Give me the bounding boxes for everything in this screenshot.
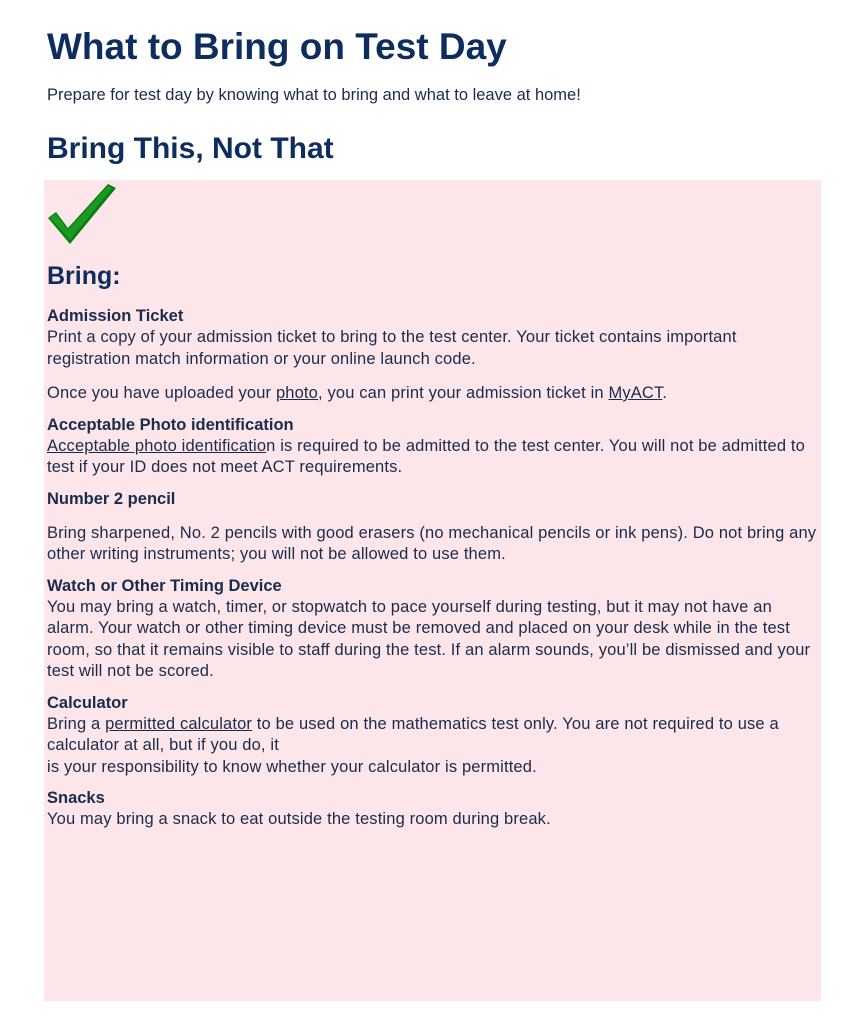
section-title: Bring This, Not That	[47, 132, 334, 165]
text-fragment: , you can print your admission ticket in	[318, 384, 609, 402]
list-item-admission-ticket	[47, 306, 819, 405]
page-title: What to Bring on Test Day	[47, 26, 507, 67]
myact-link[interactable]: MyACT	[608, 384, 663, 402]
list-item-calculator	[47, 693, 819, 779]
text-fragment: .	[662, 384, 668, 402]
list-item-photo-id	[47, 415, 819, 479]
spacer	[47, 510, 819, 523]
item-title: Snacks	[47, 789, 105, 807]
permitted-calculator-link[interactable]: permitted calculator	[105, 714, 253, 733]
item-text: You may bring a watch, timer, or stopwatch to pace yourself during testing, but it may not have an alarm. Your watch or other timing device must be removed and placed on your desk while in the test room, so that it remains visible to staff during the test. If an alarm sounds, you’ll be dismissed and your test will not be scored.	[47, 597, 811, 680]
item-text: Print a copy of your admission ticket to bring to the test center. Your ticket contains important registration match information or your online launch code.	[47, 328, 737, 368]
bring-panel	[44, 180, 821, 1001]
bring-items-list	[47, 306, 819, 841]
item-text	[47, 383, 819, 405]
item-text: Bring sharpened, No. 2 pencils with good erasers (no mechanical pencils or ink pens). Do not bring any other writing instruments; you will not be allowed to use them.	[47, 523, 817, 563]
list-item-snacks	[47, 788, 819, 831]
item-title: Acceptable Photo identification	[47, 415, 294, 434]
list-item-pencil	[47, 489, 819, 566]
list-item-watch	[47, 576, 819, 683]
text-fragment: to be used on the mathematics test only. You are not required to use a calculator at all, but if you do, it	[47, 714, 779, 754]
item-text	[47, 436, 819, 479]
text-fragment: Bring a	[47, 714, 106, 733]
photo-identification-link[interactable]: Acceptable photo identificatio	[47, 436, 267, 455]
text-fragment: Once you have uploaded your	[47, 384, 276, 402]
photo-link[interactable]: photo	[275, 384, 318, 402]
item-title: Watch or Other Timing Device	[47, 576, 282, 595]
item-title: Admission Ticket	[47, 307, 184, 325]
green-checkmark-icon	[46, 180, 118, 246]
intro-text: Prepare for test day by knowing what to bring and what to leave at home!	[47, 86, 581, 104]
text-fragment: n is required to be admitted to the test center. You will not be admitted to test if your ID does not meet ACT requirements.	[47, 436, 805, 476]
item-title: Number 2 pencil	[47, 489, 176, 508]
text-fragment: is your responsibility to know whether your calculator is permitted.	[47, 757, 537, 776]
bring-heading: Bring:	[47, 262, 121, 290]
item-text	[47, 714, 819, 779]
item-text: You may bring a snack to eat outside the testing room during break.	[47, 810, 551, 828]
item-title: Calculator	[47, 693, 128, 712]
